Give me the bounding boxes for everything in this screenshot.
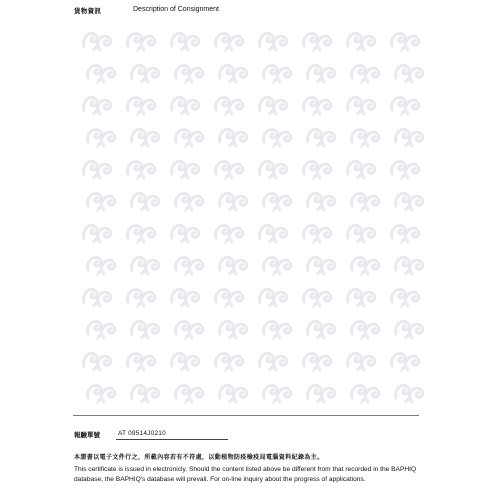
section-title-cn: 貨物資訊	[74, 7, 102, 15]
swirl-emblem-icon	[396, 66, 423, 82]
swirl-emblem-icon	[88, 386, 115, 402]
swirl-emblem-icon	[176, 194, 203, 210]
swirl-emblem-icon	[132, 322, 159, 338]
swirl-emblem-icon	[88, 258, 115, 274]
swirl-emblem-icon	[304, 98, 331, 114]
swirl-emblem-icon	[264, 130, 291, 146]
swirl-emblem-icon	[128, 98, 155, 114]
swirl-emblem-icon	[172, 98, 199, 114]
swirl-emblem-icon	[84, 34, 111, 50]
swirl-emblem-icon	[348, 290, 375, 306]
swirl-emblem-icon	[264, 66, 291, 82]
swirl-emblem-icon	[128, 162, 155, 178]
swirl-emblem-icon	[84, 162, 111, 178]
swirl-emblem-icon	[84, 290, 111, 306]
swirl-emblem-icon	[392, 98, 419, 114]
swirl-emblem-icon	[216, 162, 243, 178]
swirl-emblem-icon	[396, 258, 423, 274]
swirl-emblem-icon	[348, 34, 375, 50]
swirl-emblem-icon	[216, 354, 243, 370]
swirl-emblem-icon	[352, 322, 379, 338]
certificate-number-underline	[116, 439, 228, 440]
swirl-emblem-icon	[128, 354, 155, 370]
certificate-number-value: AT 09514J0210	[118, 430, 166, 437]
swirl-emblem-icon	[308, 322, 335, 338]
swirl-emblem-icon	[84, 354, 111, 370]
swirl-emblem-icon	[348, 98, 375, 114]
swirl-emblem-icon	[128, 34, 155, 50]
swirl-emblem-icon	[352, 66, 379, 82]
swirl-emblem-icon	[348, 162, 375, 178]
swirl-emblem-icon	[172, 290, 199, 306]
swirl-emblem-icon	[220, 258, 247, 274]
swirl-emblem-icon	[88, 194, 115, 210]
swirl-emblem-icon	[352, 194, 379, 210]
swirl-emblem-icon	[396, 130, 423, 146]
swirl-emblem-icon	[132, 66, 159, 82]
swirl-emblem-icon	[176, 322, 203, 338]
swirl-emblem-icon	[128, 226, 155, 242]
swirl-emblem-icon	[304, 226, 331, 242]
swirl-emblem-icon	[348, 354, 375, 370]
swirl-emblem-icon	[176, 258, 203, 274]
swirl-emblem-icon	[216, 98, 243, 114]
swirl-emblem-icon	[132, 386, 159, 402]
swirl-emblem-icon	[172, 162, 199, 178]
swirl-emblem-icon	[304, 162, 331, 178]
swirl-emblem-icon	[220, 66, 247, 82]
swirl-pattern	[70, 22, 430, 412]
swirl-emblem-icon	[352, 130, 379, 146]
swirl-emblem-icon	[308, 258, 335, 274]
swirl-emblem-icon	[216, 290, 243, 306]
swirl-emblem-icon	[392, 34, 419, 50]
swirl-emblem-icon	[352, 386, 379, 402]
notice-english: This certificate is issued in electronicly. Should the content listed above be different from that recorded in the BAPHIQ database, the BAPHIQ's database will prevail. For on-line inquiry about the progress of applications.	[74, 466, 417, 484]
swirl-emblem-icon	[264, 194, 291, 210]
background-watermark	[70, 22, 430, 412]
swirl-emblem-icon	[392, 162, 419, 178]
swirl-emblem-icon	[264, 322, 291, 338]
swirl-emblem-icon	[308, 386, 335, 402]
swirl-emblem-icon	[260, 98, 287, 114]
swirl-emblem-icon	[352, 258, 379, 274]
swirl-emblem-icon	[132, 194, 159, 210]
swirl-emblem-icon	[260, 34, 287, 50]
swirl-emblem-icon	[264, 258, 291, 274]
swirl-emblem-icon	[132, 130, 159, 146]
swirl-emblem-icon	[260, 354, 287, 370]
swirl-emblem-icon	[172, 226, 199, 242]
swirl-emblem-icon	[396, 322, 423, 338]
swirl-emblem-icon	[176, 66, 203, 82]
swirl-emblem-icon	[172, 34, 199, 50]
section-title-en: Description of Consignment	[133, 6, 219, 13]
certificate-number-label: 報驗單號	[74, 431, 100, 439]
swirl-emblem-icon	[88, 66, 115, 82]
swirl-emblem-icon	[260, 226, 287, 242]
swirl-emblem-icon	[84, 98, 111, 114]
swirl-emblem-icon	[176, 386, 203, 402]
footer-divider	[73, 415, 419, 416]
swirl-emblem-icon	[220, 194, 247, 210]
swirl-emblem-icon	[216, 226, 243, 242]
swirl-emblem-icon	[396, 386, 423, 402]
swirl-emblem-icon	[308, 66, 335, 82]
swirl-emblem-icon	[392, 354, 419, 370]
swirl-emblem-icon	[392, 290, 419, 306]
swirl-emblem-icon	[172, 354, 199, 370]
notice-chinese: 本證書以電子文件行之，所載內容若有不符處，以動植物防疫檢疫局電腦資料紀錄為主。	[74, 454, 324, 461]
swirl-emblem-icon	[396, 194, 423, 210]
swirl-emblem-icon	[260, 290, 287, 306]
swirl-emblem-icon	[220, 322, 247, 338]
consignment-header	[73, 6, 433, 18]
swirl-emblem-icon	[308, 130, 335, 146]
swirl-emblem-icon	[220, 130, 247, 146]
swirl-emblem-icon	[260, 162, 287, 178]
swirl-emblem-icon	[308, 194, 335, 210]
swirl-emblem-icon	[220, 386, 247, 402]
swirl-emblem-icon	[132, 258, 159, 274]
swirl-emblem-icon	[176, 130, 203, 146]
swirl-emblem-icon	[304, 290, 331, 306]
swirl-emblem-icon	[392, 226, 419, 242]
swirl-emblem-icon	[128, 290, 155, 306]
swirl-emblem-icon	[88, 130, 115, 146]
swirl-emblem-icon	[216, 34, 243, 50]
swirl-emblem-icon	[84, 226, 111, 242]
swirl-emblem-icon	[348, 226, 375, 242]
swirl-emblem-icon	[88, 322, 115, 338]
swirl-emblem-icon	[264, 386, 291, 402]
swirl-emblem-icon	[304, 34, 331, 50]
swirl-emblem-icon	[304, 354, 331, 370]
